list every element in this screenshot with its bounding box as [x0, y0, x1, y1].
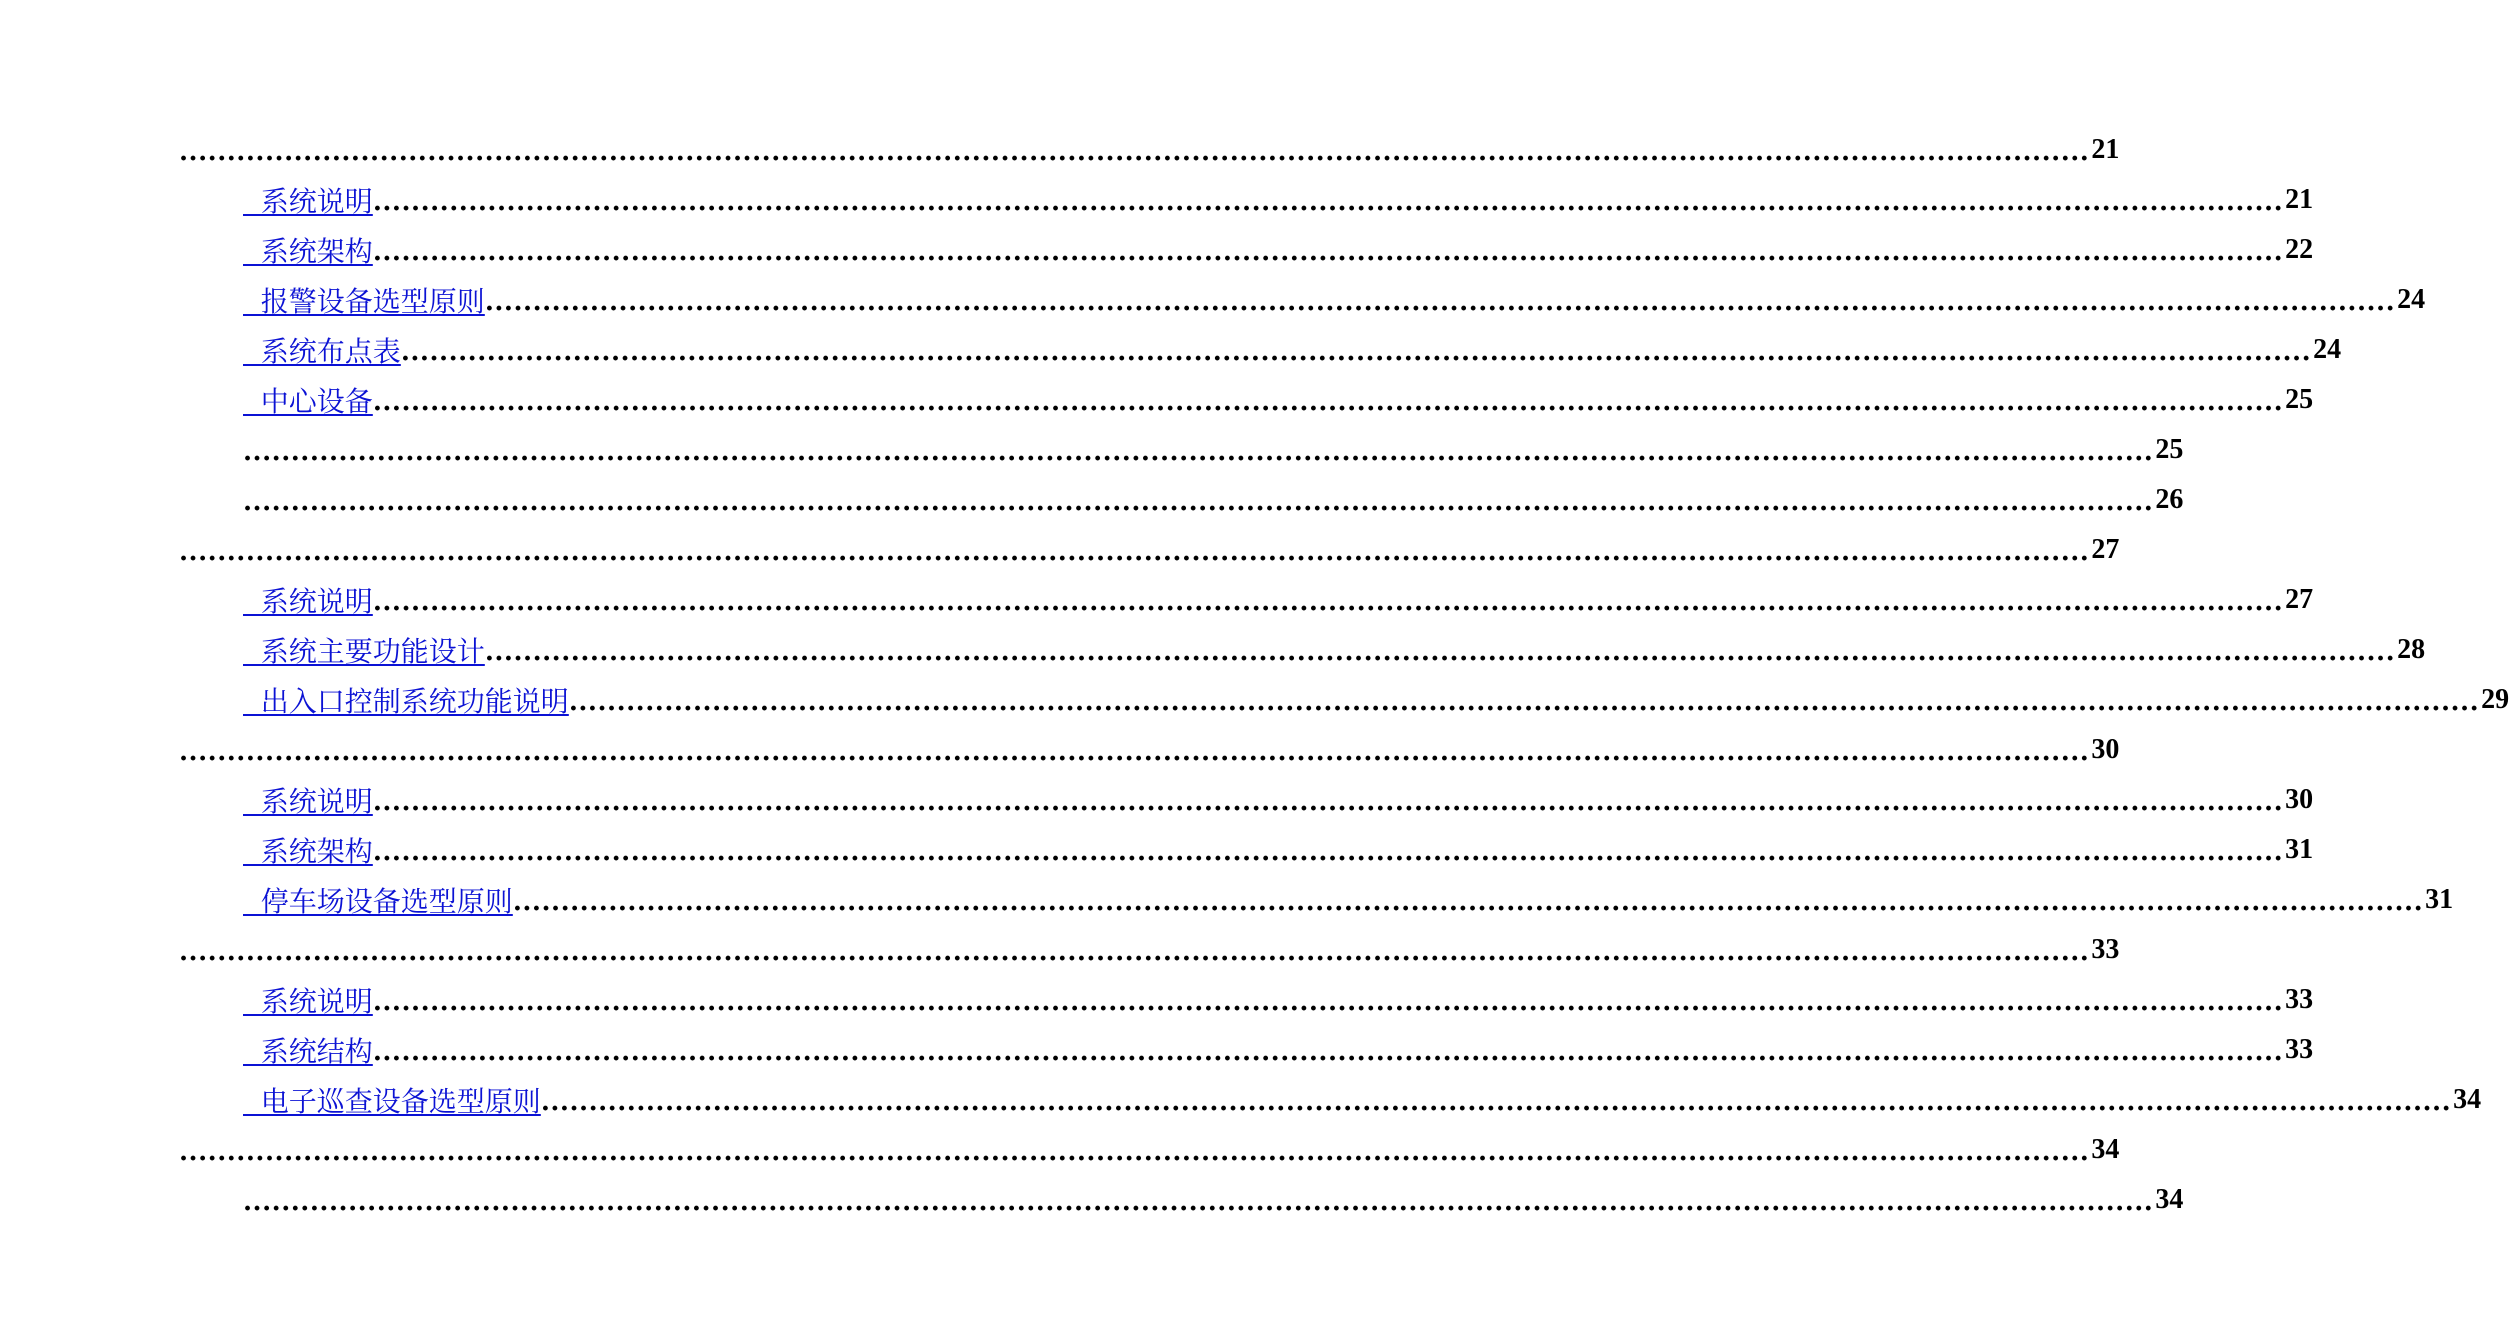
toc-dot-leader: ........................................................................................................................................................................................................ — [179, 1137, 2090, 1167]
toc-entry[interactable] — [0, 475, 2184, 525]
toc-dot-leader: ........................................................................................................................................................................................................ — [372, 387, 2284, 417]
toc-entry[interactable] — [0, 225, 2314, 275]
toc-page-number: 33 — [2285, 984, 2314, 1015]
toc-entry-title-link[interactable]: 系统说明 — [243, 585, 373, 618]
toc-dot-leader: ........................................................................................................................................................................................................ — [243, 437, 2154, 467]
toc-dot-leader: ........................................................................................................................................................................................................ — [484, 637, 2396, 667]
toc-entry[interactable] — [0, 125, 2120, 175]
toc-page-number: 27 — [2285, 584, 2314, 615]
toc-dot-leader: ........................................................................................................................................................................................................ — [179, 937, 2090, 967]
toc-dot-leader: ........................................................................................................................................................................................................ — [568, 687, 2480, 717]
toc-entry-title-link[interactable]: 中心设备 — [243, 385, 373, 418]
toc-dot-leader: ........................................................................................................................................................................................................ — [179, 537, 2090, 567]
toc-page-number: 22 — [2285, 234, 2314, 265]
toc-entry[interactable] — [0, 1175, 2184, 1225]
toc-page-number: 21 — [2091, 134, 2120, 165]
toc-entry-title-link[interactable]: 报警设备选型原则 — [243, 285, 485, 318]
toc-dot-leader: ........................................................................................................................................................................................................ — [512, 887, 2424, 917]
toc-entry-title-link[interactable]: 系统主要功能设计 — [243, 635, 485, 668]
toc-entry-title-link[interactable]: 电子巡查设备选型原则 — [243, 1085, 541, 1118]
toc-page-number: 33 — [2285, 1034, 2314, 1065]
toc-dot-leader: ........................................................................................................................................................................................................ — [372, 787, 2284, 817]
toc-entry-title-link[interactable]: 系统架构 — [243, 235, 373, 268]
toc-entry[interactable] — [0, 1075, 2482, 1125]
toc-page-number: 25 — [2285, 384, 2314, 415]
toc-dot-leader: ........................................................................................................................................................................................................ — [400, 337, 2312, 367]
toc-entry[interactable] — [0, 875, 2454, 925]
toc-page-number: 30 — [2091, 734, 2120, 765]
toc-page-number: 31 — [2285, 834, 2314, 865]
toc-entry[interactable] — [0, 325, 2342, 375]
toc-page-number: 28 — [2397, 634, 2426, 665]
toc-entry[interactable] — [0, 425, 2184, 475]
toc-page-number: 30 — [2285, 784, 2314, 815]
toc-entry-title-link[interactable]: 系统结构 — [243, 1035, 373, 1068]
toc-page-number: 21 — [2285, 184, 2314, 215]
toc-dot-leader: ........................................................................................................................................................................................................ — [243, 487, 2154, 517]
toc-dot-leader: ........................................................................................................................................................................................................ — [540, 1087, 2452, 1117]
toc-page-number: 29 — [2481, 684, 2509, 715]
toc-dot-leader: ........................................................................................................................................................................................................ — [484, 287, 2396, 317]
toc-entry[interactable] — [0, 1025, 2314, 1075]
toc-dot-leader: ........................................................................................................................................................................................................ — [179, 137, 2090, 167]
toc-entry-title-link[interactable]: 系统说明 — [243, 185, 373, 218]
toc-page-number: 33 — [2091, 934, 2120, 965]
toc-dot-leader: ........................................................................................................................................................................................................ — [372, 187, 2284, 217]
toc-page-number: 26 — [2155, 484, 2184, 515]
toc-dot-leader: ........................................................................................................................................................................................................ — [243, 1187, 2154, 1217]
toc-entry[interactable] — [0, 925, 2120, 975]
toc-entry-title-link[interactable]: 出入口控制系统功能说明 — [243, 685, 569, 718]
toc-entry-title-link[interactable]: 系统说明 — [243, 985, 373, 1018]
toc-entry[interactable] — [0, 675, 2509, 725]
toc-dot-leader: ........................................................................................................................................................................................................ — [372, 837, 2284, 867]
toc-dot-leader: ........................................................................................................................................................................................................ — [372, 1037, 2284, 1067]
toc-page-number: 24 — [2397, 284, 2426, 315]
toc-dot-leader: ........................................................................................................................................................................................................ — [372, 987, 2284, 1017]
toc-entry[interactable] — [0, 825, 2314, 875]
toc-entry[interactable] — [0, 575, 2314, 625]
toc-page-number: 34 — [2091, 1134, 2120, 1165]
toc-page-number: 31 — [2425, 884, 2454, 915]
toc-entry-title-link[interactable]: 系统架构 — [243, 835, 373, 868]
toc-entry[interactable] — [0, 275, 2426, 325]
toc-dot-leader: ........................................................................................................................................................................................................ — [372, 587, 2284, 617]
toc-entry[interactable] — [0, 525, 2120, 575]
toc-page-number: 34 — [2453, 1084, 2482, 1115]
toc-page-number: 27 — [2091, 534, 2120, 565]
toc-entry-title-link[interactable]: 系统说明 — [243, 785, 373, 818]
toc-entry[interactable] — [0, 775, 2314, 825]
toc-entry[interactable] — [0, 175, 2314, 225]
toc-dot-leader: ........................................................................................................................................................................................................ — [179, 737, 2090, 767]
toc-entry-title-link[interactable]: 停车场设备选型原则 — [243, 885, 513, 918]
toc-entry[interactable] — [0, 975, 2314, 1025]
table-of-contents — [0, 125, 2509, 1225]
toc-page-number: 24 — [2313, 334, 2342, 365]
toc-page-number: 25 — [2155, 434, 2184, 465]
toc-entry[interactable] — [0, 725, 2120, 775]
toc-entry[interactable] — [0, 625, 2426, 675]
toc-entry[interactable] — [0, 375, 2314, 425]
toc-page-number: 34 — [2155, 1184, 2184, 1215]
toc-entry-title-link[interactable]: 系统布点表 — [243, 335, 401, 368]
toc-entry[interactable] — [0, 1125, 2120, 1175]
toc-dot-leader: ........................................................................................................................................................................................................ — [372, 237, 2284, 267]
